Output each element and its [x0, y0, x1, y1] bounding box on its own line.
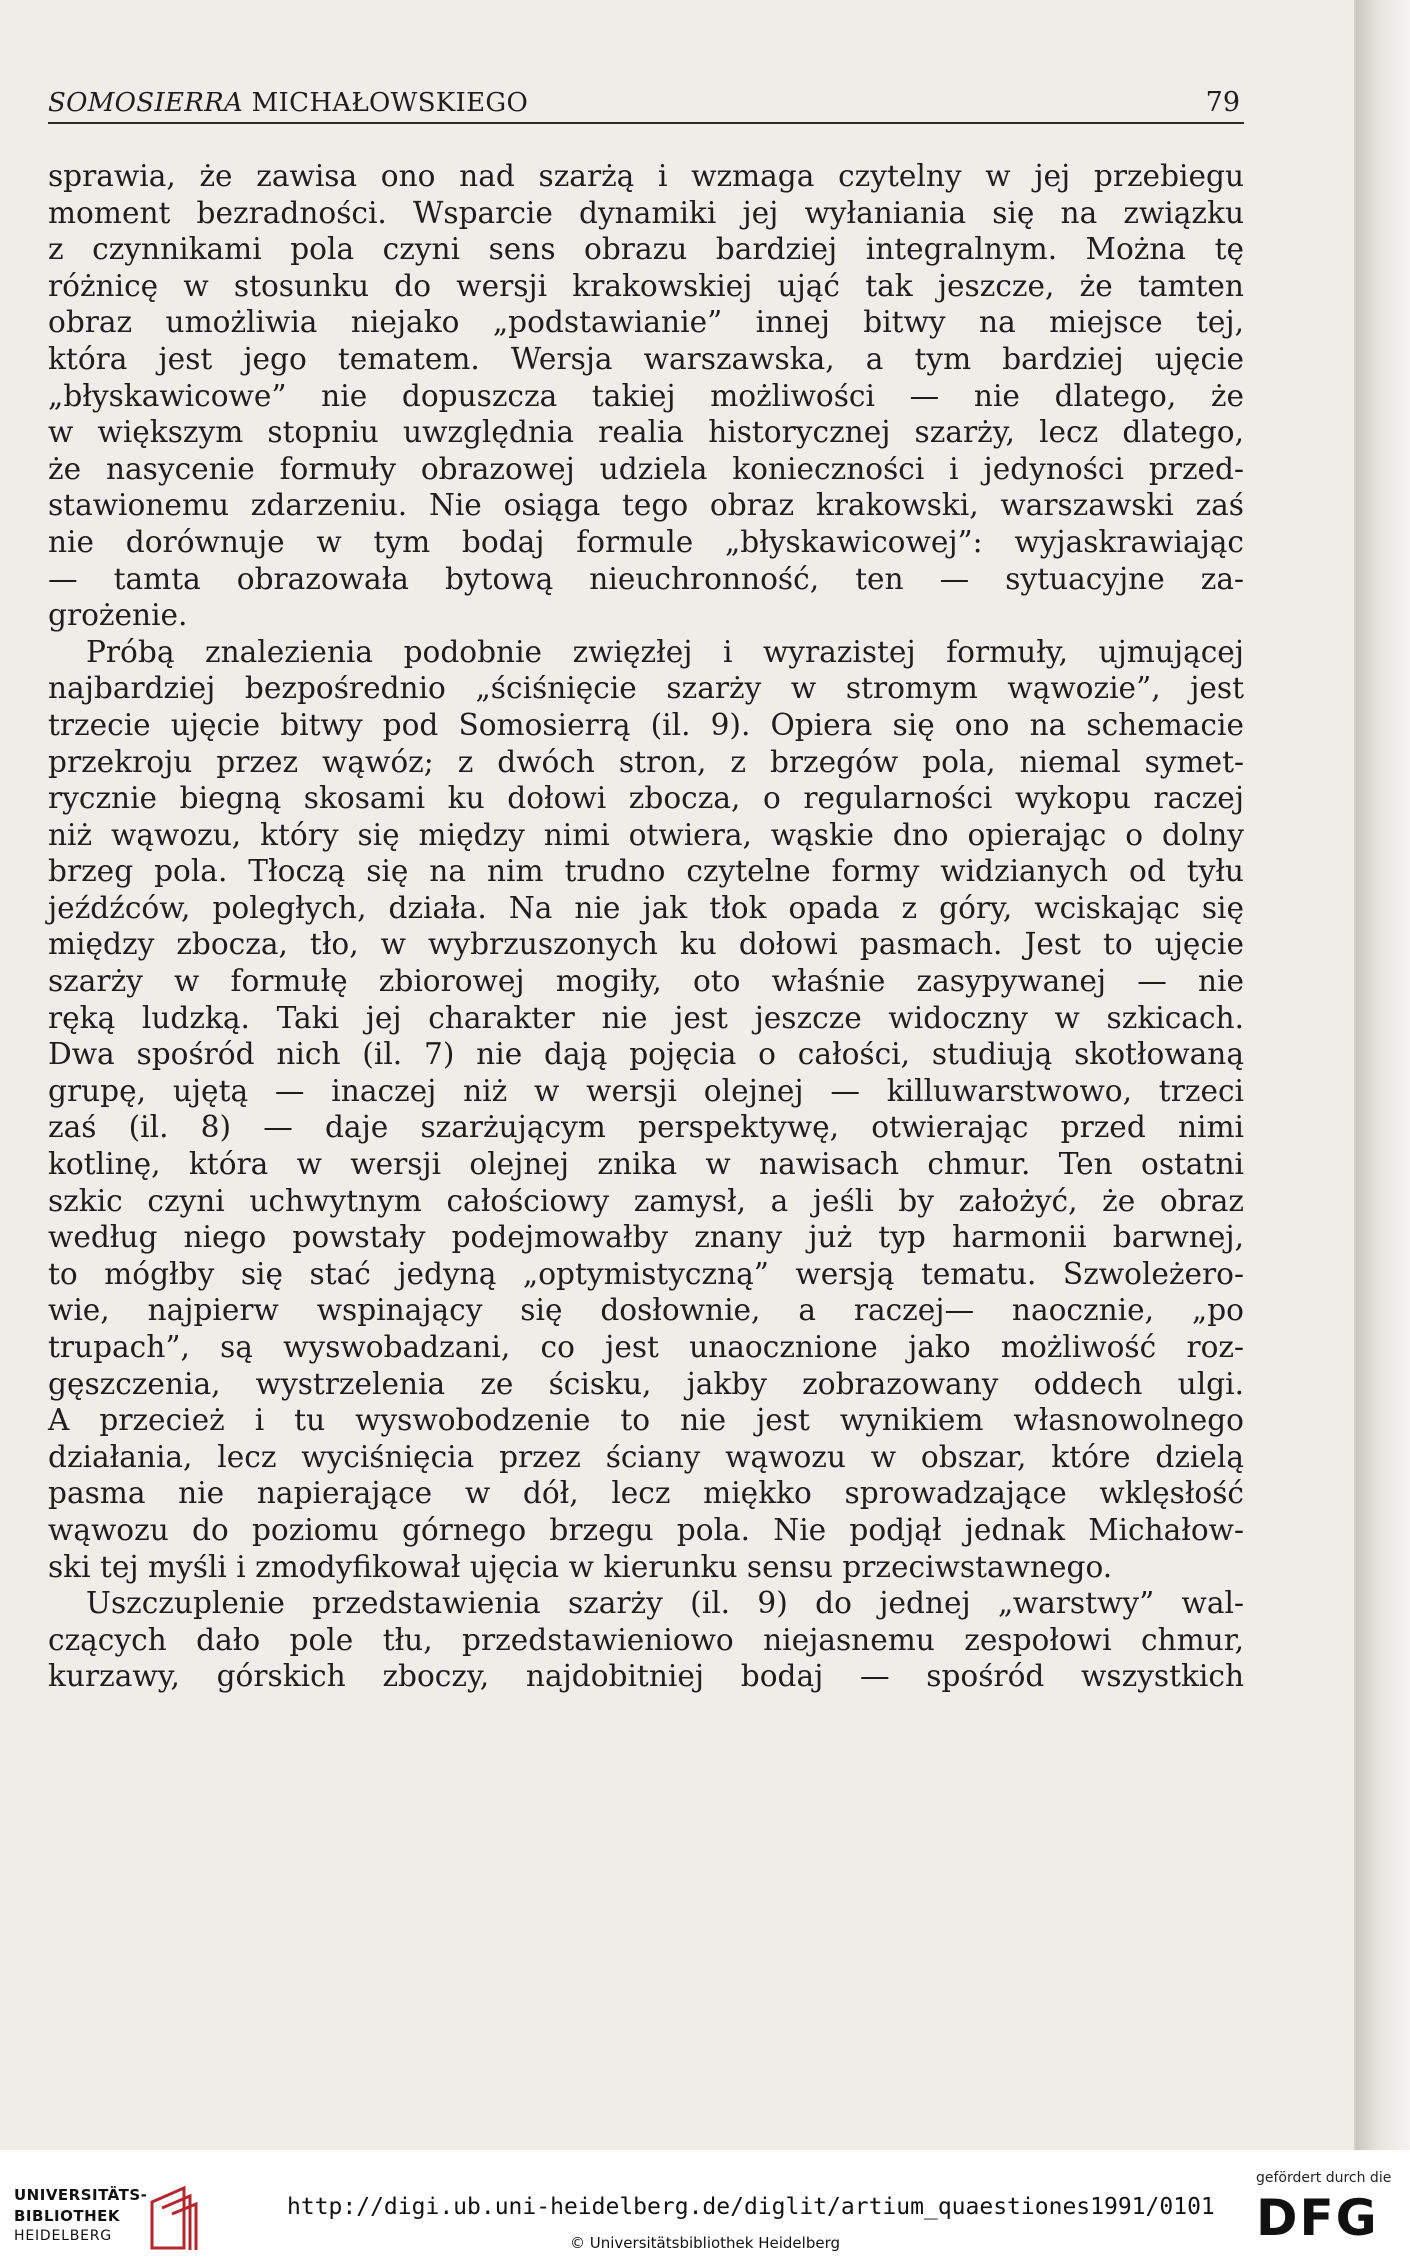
text-line: ski tej myśli i zmodyfikował ujęcia w kierunku sensu przeciwstawnego. [48, 1549, 1113, 1584]
text-line: brzeg pola. Tłoczą się na nim trudno czytelne formy widzianych od tyłu [48, 854, 1244, 889]
text-line: pasma nie napierające w dół, lecz miękko sprowadzające wklęsłość [48, 1476, 1244, 1511]
page-edge-shadow [1356, 0, 1410, 2150]
text-line: jeźdźców, poległych, działa. Na nie jak tłok opada z góry, wciskając się [48, 890, 1244, 925]
text-line: wąwozu do poziomu górnego brzegu pola. Nie podjął jednak Michałow- [48, 1512, 1244, 1547]
text-line: trzecie ujęcie bitwy pod Somosierrą (il. 9). Opiera się ono na schemacie [48, 707, 1244, 742]
text-line: kotlinę, która w wersji olejnej znika w nawisach chmur. Ten ostatni [48, 1147, 1244, 1182]
text-line: kurzawy, górskich zboczy, najdobitniej bodaj — spośród wszystkich [48, 1659, 1244, 1694]
text-line: grożenie. [48, 598, 188, 633]
text-line: gęszczenia, wystrzelenia ze ścisku, jakby zobrazowany oddech ulgi. [48, 1366, 1244, 1401]
body-text [48, 158, 1244, 1695]
text-line: szkic czyni uchwytnym całościowy zamysł, a jeśli by założyć, że obraz [48, 1183, 1244, 1218]
source-url-link[interactable]: http://digi.ub.uni-heidelberg.de/diglit/artium_quaestiones1991/0101 [287, 2194, 1215, 2220]
text-line: z czynnikami pola czyni sens obrazu bardziej integralnym. Można tę [48, 232, 1244, 267]
running-head [48, 86, 1244, 124]
copyright-notice: © Universitätsbibliothek Heidelberg [570, 2234, 841, 2252]
library-name-line1: UNIVERSITÄTS- [14, 2186, 148, 2204]
text-line: obraz umożliwia niejako „podstawianie” innej bitwy na miejsce tej, [48, 305, 1244, 340]
library-emblem-icon [144, 2184, 204, 2252]
text-line: między zbocza, tło, w wybrzuszonych ku dołowi pasmach. Jest to ujęcie [48, 927, 1244, 962]
running-head-title [48, 86, 528, 120]
text-line: Uszczuplenie przedstawienia szarży (il. 9) do jednej „warstwy” wal- [86, 1586, 1244, 1621]
text-line: ręką ludzką. Taki jej charakter nie jest jeszcze widoczny w szkicach. [48, 1000, 1244, 1035]
text-line: Dwa spośród nich (il. 7) nie dają pojęcia o całości, studiują skotłowaną [48, 1037, 1244, 1072]
text-line: — tamta obrazowała bytową nieuchronność, ten — sytuacyjne za- [48, 561, 1244, 596]
text-line: wie, najpierw wspinający się dosłownie, a raczej— naocznie, „po [48, 1293, 1244, 1328]
text-line: według niego powstały podejmowałby znany już typ harmonii barwnej, [48, 1220, 1244, 1255]
digitization-footer [0, 2150, 1410, 2262]
text-line: szarży w formułę zbiorowej mogiły, oto właśnie zasypywanej — nie [48, 964, 1244, 999]
text-line: w większym stopniu uwzględnia realia historycznej szarży, lecz dlatego, [48, 415, 1244, 450]
dfg-funder-logo[interactable] [1256, 2170, 1396, 2256]
funder-note: gefördert durch die [1256, 2170, 1392, 2186]
university-library-logo[interactable] [14, 2182, 204, 2252]
text-line: moment bezradności. Wsparcie dynamiki jej wyłaniania się na związku [48, 195, 1244, 230]
text-line: że nasycenie formuły obrazowej udziela konieczności i jedyności przed- [48, 451, 1244, 486]
text-line: zaś (il. 8) — daje szarżującym perspektywę, otwierając przed nimi [48, 1110, 1244, 1145]
text-line: A przecież i tu wyswobodzenie to nie jest wynikiem własnowolnego [48, 1403, 1244, 1438]
running-head-title-rest: MICHAŁOWSKIEGO [243, 88, 529, 118]
text-line: sprawia, że zawisa ono nad szarżą i wzmaga czytelny w jej przebiegu [48, 159, 1244, 193]
text-line: działania, lecz wyciśnięcia przez ściany wąwozu w obszar, które dzielą [48, 1439, 1244, 1474]
running-head-title-italic: SOMOSIERRA [48, 88, 244, 118]
text-line: przekroju przez wąwóz; z dwóch stron, z brzegów pola, niemal symet- [48, 744, 1244, 779]
text-line: Próbą znalezienia podobnie zwięzłej i wyrazistej formuły, ujmującej [86, 634, 1244, 669]
dfg-logo-text: DFG [1256, 2189, 1379, 2247]
text-line: nie dorównuje w tym bodaj formule „błyskawicowej”: wyjaskrawiając [48, 524, 1244, 559]
text-line: różnicę w stosunku do wersji krakowskiej ująć tak jeszcze, że tamten [48, 268, 1244, 303]
library-name-line3: HEIDELBERG [14, 2228, 112, 2244]
text-line: niż wąwozu, który się między nimi otwiera, wąskie dno opierając o dolny [48, 817, 1244, 852]
text-line: stawionemu zdarzeniu. Nie osiąga tego obraz krakowski, warszawski zaś [48, 488, 1244, 523]
text-line: najbardziej bezpośrednio „ściśnięcie szarży w stromym wąwozie”, jest [48, 671, 1244, 706]
library-name-line2: BIBLIOTHEK [14, 2207, 120, 2225]
text-line: czących dało pole tłu, przedstawieniowo niejasnemu zespołowi chmur, [48, 1622, 1244, 1657]
text-line: trupach”, są wyswobadzani, co jest unaocznione jako możliwość roz- [48, 1330, 1244, 1364]
text-line: to mógłby się stać jedyną „optymistyczną” wersją tematu. Szwoleżero- [48, 1256, 1244, 1291]
text-line: „błyskawicowe” nie dopuszcza takiej możliwości — nie dlatego, że [48, 378, 1244, 413]
text-line: która jest jego tematem. Wersja warszawska, a tym bardziej ujęcie [48, 341, 1244, 376]
text-line: rycznie biegną skosami ku dołowi zbocza, o regularności wykopu raczej [48, 781, 1244, 816]
page-number: 79 [1205, 87, 1240, 118]
text-line: grupę, ujętą — inaczej niż w wersji olejnej — killuwarstwowo, trzeci [48, 1073, 1244, 1108]
